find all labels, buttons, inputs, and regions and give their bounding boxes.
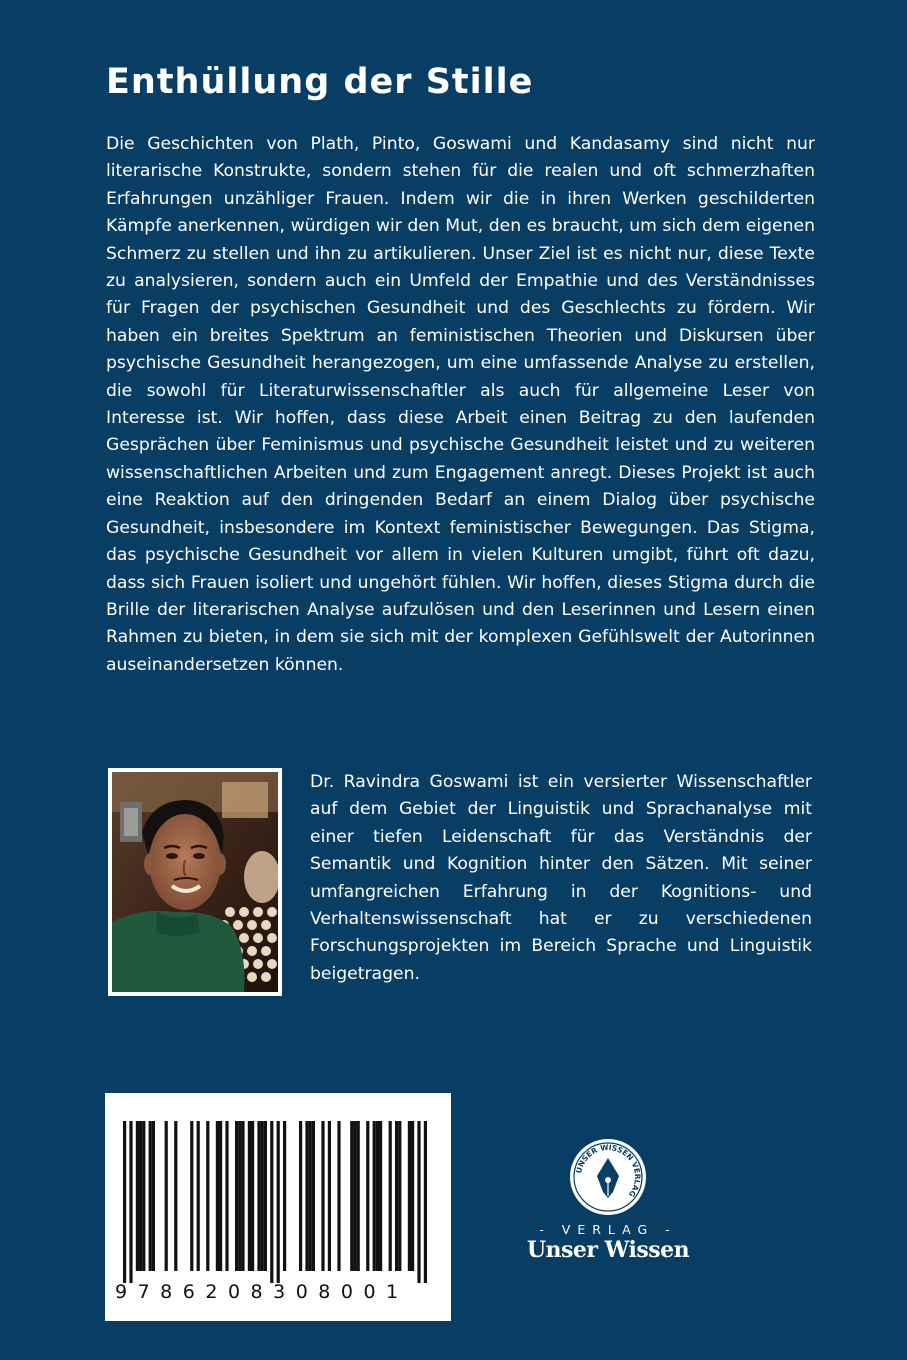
barcode-bar xyxy=(357,1121,360,1271)
barcode-bar xyxy=(411,1121,414,1271)
barcode-bar xyxy=(376,1121,379,1271)
barcode-bar xyxy=(219,1121,222,1271)
barcode-bar xyxy=(283,1121,286,1271)
barcode-bar xyxy=(270,1121,273,1283)
barcode-bar xyxy=(264,1121,267,1271)
barcode-bar xyxy=(257,1121,260,1271)
publisher-name: Unser Wissen xyxy=(526,1237,690,1263)
barcode-bar xyxy=(241,1121,244,1271)
barcode-bar xyxy=(261,1121,264,1271)
author-photo xyxy=(108,768,282,996)
barcode-bar xyxy=(309,1121,312,1271)
publisher-ring-text: UNSER WISSEN VERLAG xyxy=(574,1142,643,1199)
barcode-bar xyxy=(366,1121,369,1271)
barcode-bar xyxy=(350,1121,353,1271)
barcode-bar xyxy=(251,1121,254,1271)
barcode-bar xyxy=(216,1121,219,1271)
barcode-bar xyxy=(142,1121,145,1271)
barcode-bar xyxy=(417,1121,420,1283)
barcode-bar xyxy=(424,1121,427,1283)
barcode-bar xyxy=(321,1121,324,1271)
barcode-bar xyxy=(299,1121,302,1271)
book-title: Enthüllung der Stille xyxy=(106,62,534,102)
barcode-bar xyxy=(389,1121,392,1271)
barcode-bar xyxy=(353,1121,356,1271)
barcode-bar xyxy=(248,1121,251,1271)
publisher-logo-icon xyxy=(569,1138,647,1216)
barcode-bar xyxy=(277,1121,280,1283)
barcode-bar xyxy=(129,1121,132,1283)
barcode-bar xyxy=(305,1121,308,1271)
barcode-bar xyxy=(152,1121,155,1271)
barcode-bar xyxy=(136,1121,139,1271)
barcode-bar xyxy=(165,1121,168,1271)
barcode-bar xyxy=(312,1121,315,1271)
barcode-bar xyxy=(149,1121,152,1271)
publisher-subtitle: - VERLAG - xyxy=(539,1222,677,1237)
barcode-bar xyxy=(408,1121,411,1271)
barcode-bar xyxy=(206,1121,209,1271)
barcode-bar xyxy=(238,1121,241,1271)
barcode-bar xyxy=(337,1121,340,1271)
barcode-bar xyxy=(190,1121,193,1271)
isbn-barcode xyxy=(105,1093,451,1321)
barcode-bar xyxy=(174,1121,177,1271)
barcode-bar xyxy=(235,1121,238,1271)
barcode-bar xyxy=(328,1121,331,1271)
barcode-bar xyxy=(373,1121,376,1271)
barcode-bar xyxy=(197,1121,200,1271)
publisher-block xyxy=(520,1138,696,1263)
barcode-bar xyxy=(225,1121,228,1271)
barcode-bar xyxy=(398,1121,401,1271)
author-bio: Dr. Ravindra Goswami ist ein versierter Wissenschaftler auf dem Gebiet der Linguistik und Sprachanalyse mit einer tiefen Leidenschaft für das Verständnis der Semantik und Kognition hinter den Sätzen. Mit seiner umfangreichen Erfahrung in der Kognitions- und Verhaltenswissenschaft hat er zu verschiedenen Forschungsprojekten im Bereich Sprache und Linguistik beigetragen. xyxy=(310,772,812,984)
barcode-bar xyxy=(123,1121,126,1283)
barcode-bar xyxy=(379,1121,382,1271)
isbn-number: 9786208308001 xyxy=(115,1281,409,1303)
barcode-bar xyxy=(395,1121,398,1271)
back-cover-blurb: Die Geschichten von Plath, Pinto, Goswami und Kandasamy sind nicht nur literarische Konstrukte, sondern stehen für die realen und oft schmerzhaften Erfahrungen unzähliger Frauen. Indem wir die in ihren Werken geschilderten Kämpfe anerkennen, würdigen wir den Mut, den es braucht, um sich dem eigenen Schmerz zu stellen und ihn zu artikulieren. Unser Ziel ist es nicht nur, diese Texte zu analysieren, sondern auch ein Umfeld der Empathie und des Verständnisses für Fragen der psychischen Gesundheit und des Geschlechts zu fördern. Wir haben ein breites Spektrum an feministischen Theorien und Diskursen über psychische Gesundheit herangezogen, um eine umfassende Analyse zu erstellen, die sowohl für Literaturwissenschaftler als auch für allgemeine Leser von Interesse ist. Wir hoffen, dass diese Arbeit einen Beitrag zu den laufenden Gesprächen über Feminismus und psychische Gesundheit leistet und zu weiteren wissenschaftlichen Arbeiten und zum Engagement anregt. Dieses Projekt ist auch eine Reaktion auf den dringenden Bedarf an einem Dialog über psychische Gesundheit, insbesondere im Kontext feministischer Bewegungen. Das Stigma, das psychische Gesundheit vor allem in vielen Kulturen umgibt, führt oft dazu, dass sich Frauen isoliert und ungehört fühlen. Wir hoffen, dieses Stigma durch die Brille der literarischen Analyse aufzulösen und den Leserinnen und Lesern einen Rahmen zu bieten, in dem sie sich mit der komplexen Gefühlswelt der Autorinnen auseinandersetzen können. xyxy=(106,134,815,675)
barcode-bar xyxy=(139,1121,142,1271)
